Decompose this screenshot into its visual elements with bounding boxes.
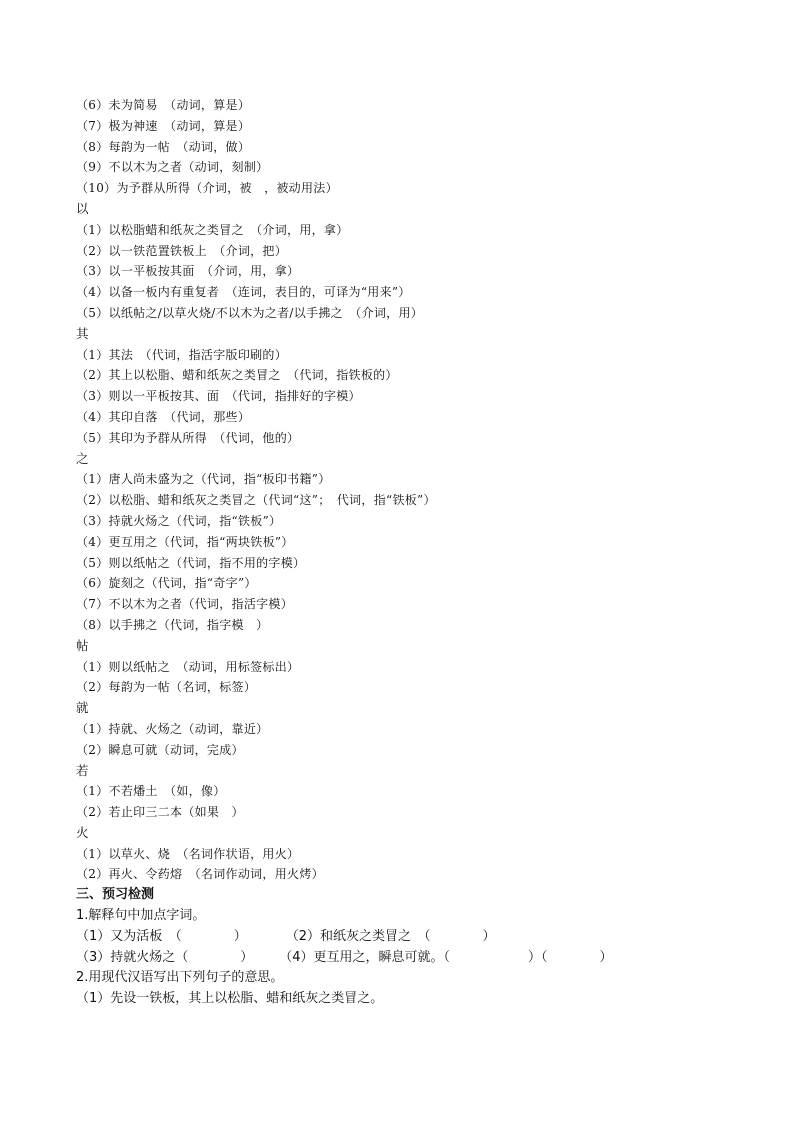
- text-line: （3）持就火炀之（代词，指“铁板”）: [76, 513, 282, 528]
- text-line: （2）以松脂、蜡和纸灰之类冒之（代词“这”； 代词，指“铁板”）: [76, 493, 436, 508]
- char-heading: 帖: [76, 637, 89, 653]
- text-line: （4）以备一板内有重复者 （连词，表目的，可译为“用来”）: [76, 285, 411, 300]
- text-line: （2）以一铁范置铁板上 （介词，把）: [76, 243, 288, 258]
- text-line: （7）极为神速 （动词，算是）: [76, 118, 251, 133]
- text-line: （2）若止印三二本（如果 ）: [76, 805, 244, 820]
- text-line: （2）再火、令药熔 （名词作动词，用火烤）: [76, 867, 324, 882]
- question-2-item-1: （1）先设一铁板，其上以松脂、蜡和纸灰之类冒之。: [76, 991, 384, 1007]
- text-line: （9）不以木为之者（动词，刻制）: [76, 160, 269, 175]
- question-2-title: 2.用现代汉语写出下列句子的意思。: [76, 970, 284, 986]
- text-line: （1）以草火、烧 （名词作状语，用火）: [76, 846, 300, 861]
- text-line: （5）以纸帖之/以草火烧/不以木为之者/以手拂之 （介词，用）: [76, 305, 424, 320]
- text-line: （1）以松脂蜡和纸灰之类冒之 （介词，用，拿）: [76, 222, 349, 237]
- question-1-title: 1.解释句中加点字词。: [76, 908, 206, 924]
- char-heading: 火: [76, 824, 89, 840]
- text-line: （10）为予群从所得（介词，被 ，被动用法）: [76, 181, 338, 196]
- text-line: （5）则以纸帖之（代词，指不用的字模）: [76, 555, 306, 570]
- text-line: （1）唐人尚未盛为之（代词，指“板印书籍”）: [76, 472, 331, 487]
- text-line: （8）以手拂之（代词，指字模 ）: [76, 617, 269, 632]
- text-line: （1）持就、火炀之（动词，靠近）: [76, 721, 269, 736]
- char-heading: 之: [76, 450, 89, 466]
- text-line: （3）以一平板按其面 （介词，用，拿）: [76, 264, 300, 279]
- text-line: （4）其印自落 （代词，那些）: [76, 409, 251, 424]
- text-line: （4）更互用之（代词，指“两块铁板”）: [76, 534, 294, 549]
- text-line: （1）不若燔土 （如，像）: [76, 784, 226, 799]
- text-line: （2）每韵为一帖（名词，标签）: [76, 680, 257, 695]
- char-heading: 其: [76, 325, 89, 341]
- char-heading: 就: [76, 700, 89, 716]
- text-line: （3）则以一平板按其、面 （代词，指排好的字模）: [76, 389, 361, 404]
- text-line: （1）则以纸帖之 （动词，用标签标出）: [76, 659, 300, 674]
- text-line: （8）每韵为一帖 （动词，做）: [76, 139, 251, 154]
- text-line: （6）旋刻之（代词，指“奇字”）: [76, 576, 257, 591]
- char-heading: 若: [76, 762, 89, 778]
- text-line: （2）瞬息可就（动词，完成）: [76, 742, 244, 757]
- char-heading: 以: [76, 200, 89, 216]
- section-title: 三、预习检测: [76, 887, 155, 903]
- text-line: （7）不以木为之者（代词，指活字模）: [76, 597, 294, 612]
- question-1-row-1: （1）又为活板 （ ） （2）和纸灰之类冒之 （ ）: [76, 928, 496, 944]
- text-line: （6）未为简易 （动词，算是）: [76, 98, 251, 112]
- question-1-row-2: （3）持就火炀之（ ） （4）更互用之，瞬息可就。（ ）（ ）: [76, 949, 613, 965]
- text-line: （2）其上以松脂、蜡和纸灰之类冒之 （代词，指铁板的）: [76, 368, 398, 383]
- text-line: （5）其印为予群从所得 （代词，他的）: [76, 430, 300, 445]
- document-body: [76, 95, 766, 1010]
- text-line: （1）其法 （代词，指活字版印刷的）: [76, 347, 288, 362]
